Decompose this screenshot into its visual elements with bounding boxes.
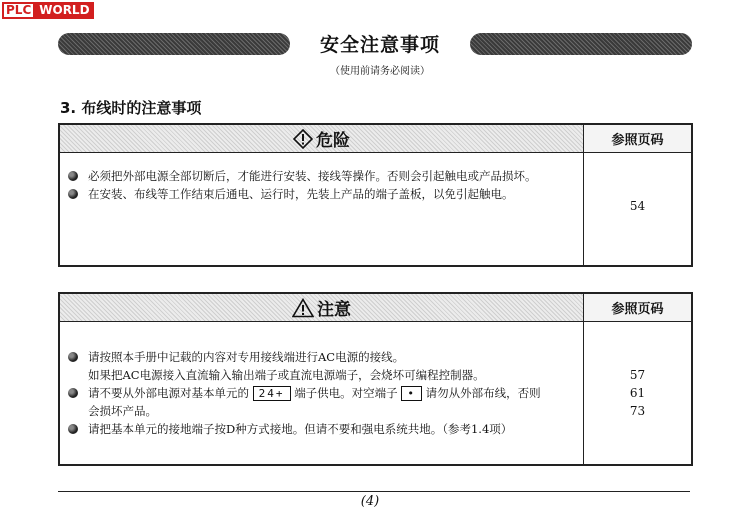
danger-page-ref: 54 [629, 199, 646, 213]
bullet-icon [68, 189, 78, 199]
danger-diamond-icon [293, 129, 313, 149]
caution-item-text: 会损坏产品。 [88, 404, 157, 418]
page-subtitle: （使用前请务必阅读） [330, 66, 430, 77]
caution-item-text: 请勿从外部布线，否则 [425, 386, 541, 400]
danger-items [68, 167, 578, 203]
danger-item-text: 必须把外部电源全部切断后，才能进行安装、接线等操作。否则会引起触电或产品损坏。 [88, 169, 537, 183]
section-heading: 3. 布线时的注意事项 [60, 99, 202, 117]
caution-title [60, 294, 583, 321]
caution-header [60, 294, 691, 322]
caution-item-text: 端子供电。对空端子 [294, 386, 398, 400]
title-banner-right [470, 33, 692, 55]
caution-page-ref: 61 [629, 386, 646, 400]
caution-page-ref: 73 [629, 404, 646, 418]
caution-page-ref: 57 [629, 368, 646, 382]
danger-ref-header: 参照页码 [583, 125, 691, 152]
danger-title-text: 危险 [316, 131, 350, 151]
title-banner-left [58, 33, 290, 55]
caution-items [68, 348, 578, 438]
caution-page-refs [584, 366, 691, 420]
caution-item-continuation [68, 402, 578, 420]
bullet-icon [68, 388, 78, 398]
caution-item-continuation [68, 366, 578, 384]
bullet-icon [68, 424, 78, 434]
caution-box [58, 292, 693, 466]
danger-item [68, 167, 578, 185]
terminal-24v-label: 24+ [253, 386, 291, 401]
danger-item [68, 185, 578, 203]
danger-title [60, 125, 583, 152]
caution-ref-header: 参照页码 [583, 294, 691, 321]
page-number: (4) [360, 494, 380, 509]
footer-rule [58, 491, 690, 492]
plc-world-logo [2, 2, 94, 19]
page-title: 安全注意事项 [319, 34, 440, 56]
danger-box [58, 123, 693, 267]
caution-title-text: 注意 [317, 300, 351, 320]
empty-terminal-label: • [401, 386, 422, 401]
danger-item-text: 在安装、布线等工作结束后通电、运行时，先装上产品的端子盖板，以免引起触电。 [88, 187, 514, 201]
logo-plc-text: PLC [2, 2, 35, 19]
caution-triangle-icon [292, 298, 314, 318]
caution-item-text: 请按照本手册中记载的内容对专用接线端进行AC电源的接线。 [88, 350, 405, 364]
bullet-icon [68, 352, 78, 362]
caution-item [68, 420, 578, 438]
caution-item [68, 348, 578, 366]
caution-item [68, 384, 578, 402]
logo-world-text: WORLD [35, 2, 93, 19]
caution-item-text: 请把基本单元的接地端子按D种方式接地。但请不要和强电系统共地。（参考1.4项） [88, 422, 513, 436]
bullet-icon [68, 171, 78, 181]
caution-item-text: 请不要从外部电源对基本单元的 [88, 386, 249, 400]
caution-item-text: 如果把AC电源接入直流输入输出端子或直流电源端子，会烧坏可编程控制器。 [88, 368, 485, 382]
danger-header [60, 125, 691, 153]
